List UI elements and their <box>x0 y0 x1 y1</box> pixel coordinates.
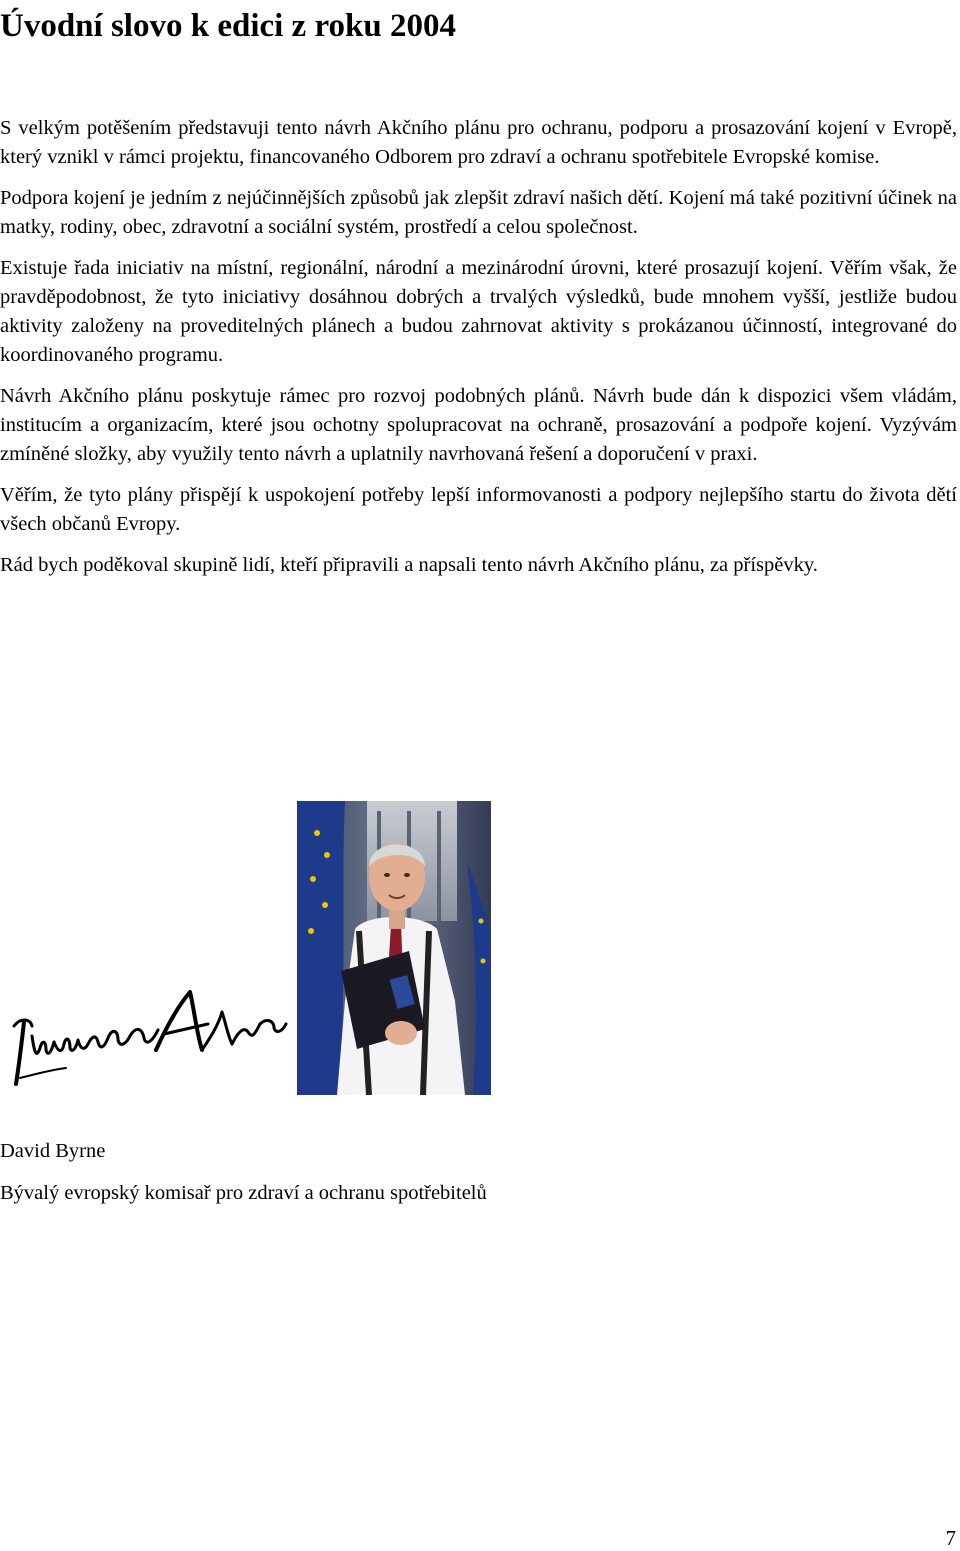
paragraph-framework: Návrh Akčního plánu poskytuje rámec pro rozvoj podobných plánů. Návrh bude dán k dispozici všem vládám, institucím a organizacím, které jsou ochotny spolupracovat na ochraně, prosazování a podpoře kojení. Vyzývám zmíněné složky, aby využily tento návrh a uplatnily navrhovaná řešení a doporučení v praxi. <box>0 385 957 465</box>
commissioner-photo <box>297 801 491 1095</box>
author-name: David Byrne <box>0 1140 106 1162</box>
page-number: 7 <box>945 1526 956 1550</box>
signature-image <box>6 978 288 1094</box>
page-title: Úvodní slovo k edici z roku 2004 <box>0 8 456 44</box>
paragraph-initiatives: Existuje řada iniciativ na místní, regionální, národní a mezinárodní úrovni, které prosazují kojení. Věřím však, že pravděpodobnost, že tyto iniciativy dosáhnou dobrých a trvalých výsledků, bude mnohem vyšší, jestliže budou aktivity založeny na proveditelných plánech a budou zahrnovat aktivity s prokázanou účinností, integrované do koordinovaného programu. <box>0 257 957 366</box>
paragraph-intro: S velkým potěšením představuji tento návrh Akčního plánu pro ochranu, podporu a prosazování kojení v Evropě, který vznikl v rámci projektu, financovaného Odborem pro zdraví a ochranu spotřebitele Evropské komise. <box>0 117 957 168</box>
body-text <box>0 114 957 592</box>
paragraph-belief: Věřím, že tyto plány přispějí k uspokojení potřeby lepší informovanosti a podpory nejlepšího startu do života dětí všech občanů Evropy. <box>0 484 957 535</box>
paragraph-benefits: Podpora kojení je jedním z nejúčinnějších způsobů jak zlepšit zdraví našich dětí. Kojení má také pozitivní účinek na matky, rodiny, obec, zdravotní a sociální systém, prostředí a celou společnost. <box>0 187 957 238</box>
paragraph-thanks: Rád bych poděkoval skupině lidí, kteří připravili a napsali tento návrh Akčního plánu, za příspěvky. <box>0 554 818 576</box>
author-role: Bývalý evropský komisař pro zdraví a ochranu spotřebitelů <box>0 1182 487 1204</box>
